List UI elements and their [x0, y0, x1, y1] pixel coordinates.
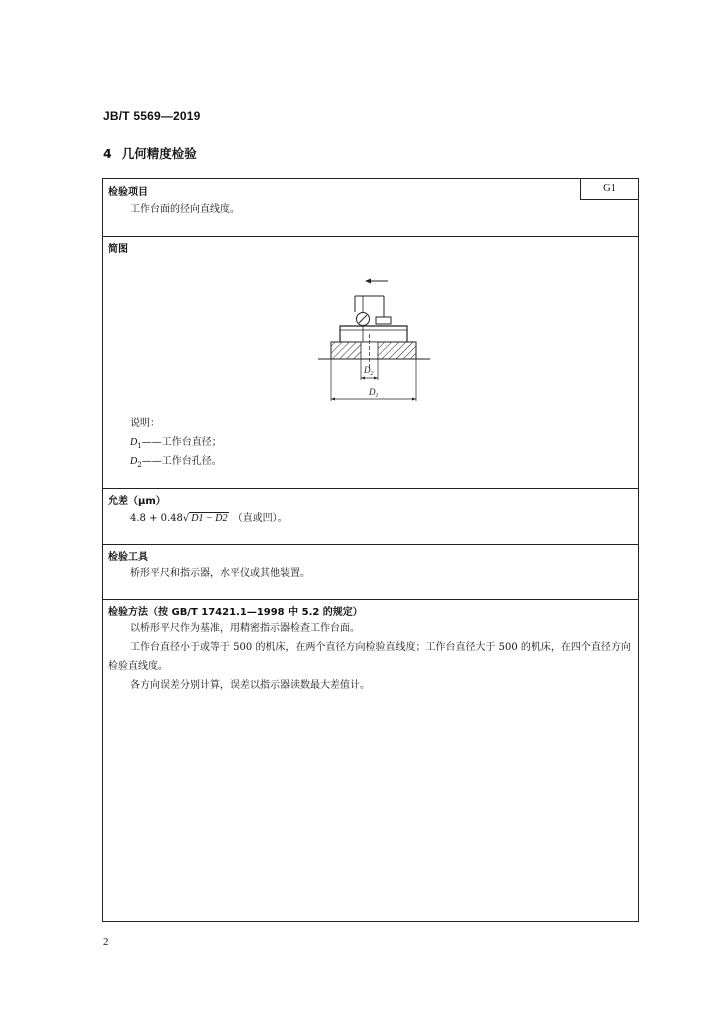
formula-prefix: 4.8 + 0.48	[130, 513, 183, 524]
tolerance-formula	[130, 509, 288, 524]
legend-d1-sub: 1	[137, 442, 142, 450]
worktable-diagram	[318, 274, 433, 409]
method-label: 检验方法（按 GB/T 17421.1—1998 中 5.2 的规定）	[108, 607, 363, 618]
formula-radicand: D1 − D2	[191, 513, 228, 524]
page-number: 2	[103, 936, 109, 948]
method-line-2: 工作台直径小于或等于 500 的机床，在两个直径方向检验直线度；工作台直径大于 500 的机床，在四个直径方向	[130, 642, 631, 653]
d2-arrow-left	[361, 377, 365, 380]
formula-suffix: （直或凹）。	[232, 513, 288, 524]
method-line-3: 检验直线度。	[108, 661, 168, 672]
row-divider	[103, 236, 638, 237]
section-title	[103, 144, 197, 162]
worktable-bore	[361, 342, 378, 359]
d1-arrow-right	[412, 398, 416, 401]
diagram-label: 简图	[108, 244, 128, 255]
legend-d2-sub: 2	[137, 461, 142, 469]
section-title-text: 几何精度检验	[121, 146, 197, 161]
tools-label: 检验工具	[108, 552, 148, 563]
legend-title: 说明：	[130, 418, 160, 429]
d2-arrow-right	[374, 377, 378, 380]
item-text: 工作台面的径向直线度。	[130, 204, 240, 215]
legend-d2-symbol: D	[130, 456, 138, 467]
inspection-table	[102, 178, 639, 922]
method-line-1: 以桥形平尺作为基准，用精密指示器检查工作台面。	[130, 623, 360, 634]
d1-arrow-left	[331, 398, 335, 401]
legend-d1-symbol: D	[130, 437, 138, 448]
method-line-4: 各方向误差分别计算，误差以指示器读数最大差值计。	[130, 680, 370, 691]
legend-d2	[130, 453, 222, 474]
tools-text: 桥形平尺和指示器，水平仪或其他装置。	[130, 568, 310, 579]
d2-dim-label: $D_2$	[364, 365, 374, 377]
inspection-code: G1	[580, 179, 638, 200]
legend-d1	[130, 434, 222, 455]
direction-arrow-head	[365, 279, 371, 284]
row-divider	[103, 488, 638, 489]
section-number: 4	[103, 146, 112, 161]
row-divider	[103, 599, 638, 600]
sqrt-sign-icon: √	[182, 513, 190, 524]
row-divider	[103, 544, 638, 545]
gauge-block	[376, 317, 391, 324]
legend-d2-text: ——工作台孔径。	[141, 456, 222, 467]
legend-d1-text: ——工作台直径；	[141, 437, 222, 448]
document-code: JB/T 5569—2019	[103, 109, 201, 123]
item-label: 检验项目	[108, 187, 148, 198]
tolerance-label: 允差（μm）	[108, 496, 166, 507]
bridge-straightedge	[340, 326, 407, 342]
d1-dim-label: $D_1$	[369, 387, 379, 399]
